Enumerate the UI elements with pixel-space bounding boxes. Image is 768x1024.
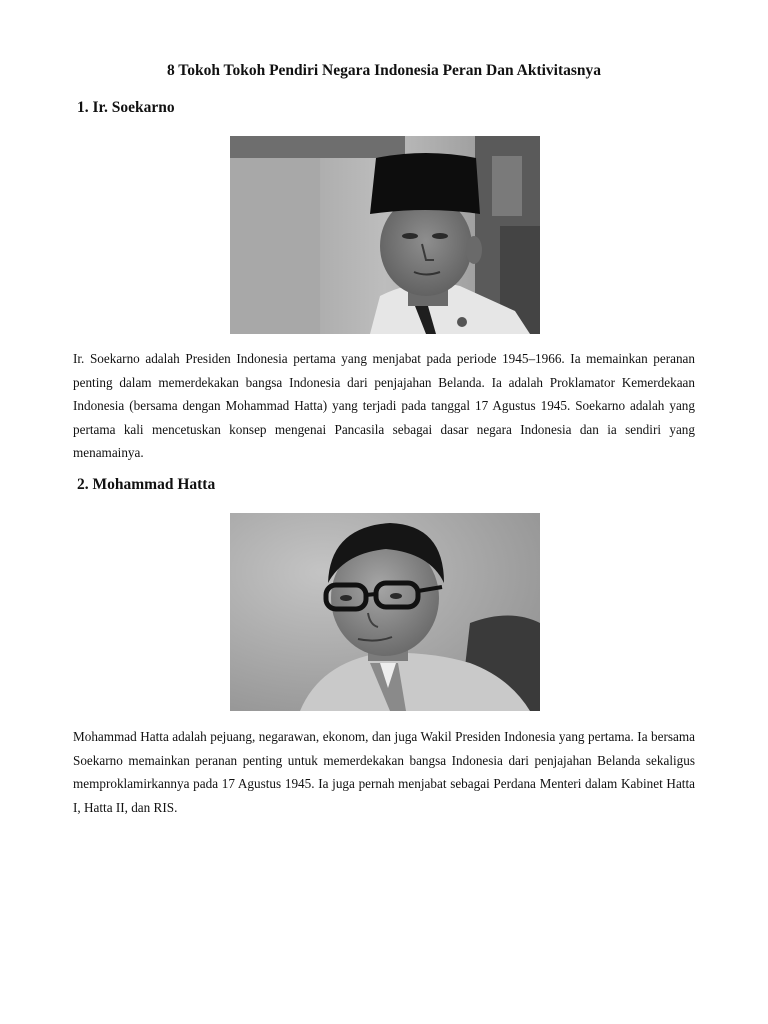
section-heading-hatta: 2. Mohammad Hatta [77,476,216,493]
section-heading-soekarno: 1. Ir. Soekarno [77,99,175,116]
paragraph-hatta: Mohammad Hatta adalah pejuang, negarawan, ekonom, dan juga Wakil Presiden Indonesia yang pertama. Ia bersama Soekarno memainkan peranan penting untuk memerdekakan bangsa Indonesia dari penjajahan Belanda sekaligus memproklamirkannya pada 17 Agustus 1945. Ia juga pernah menjabat sebagai Perdana Menteri dalam Kabinet Hatta I, Hatta II, dan RIS. [73,729,695,815]
paragraph-soekarno: Ir. Soekarno adalah Presiden Indonesia pertama yang menjabat pada periode 1945–1966. Ia memainkan peranan penting dalam memerdekakan bangsa Indonesia dari penjajahan Belanda. Ia adalah Proklamator Kemerdekaan Indonesia (bersama dengan Mohammad Hatta) yang terjadi pada tanggal 17 Agustus 1945. Soekarno adalah yang pertama kali mencetuskan konsep mengenai Pancasila sebagai dasar negara Indonesia dan ia sendiri yang menamainya. [73,351,695,460]
portrait-photo-hatta [230,513,540,711]
portrait-photo-soekarno [230,136,540,334]
page-title: 8 Tokoh Tokoh Pendiri Negara Indonesia Peran Dan Aktivitasnya [166,62,602,79]
